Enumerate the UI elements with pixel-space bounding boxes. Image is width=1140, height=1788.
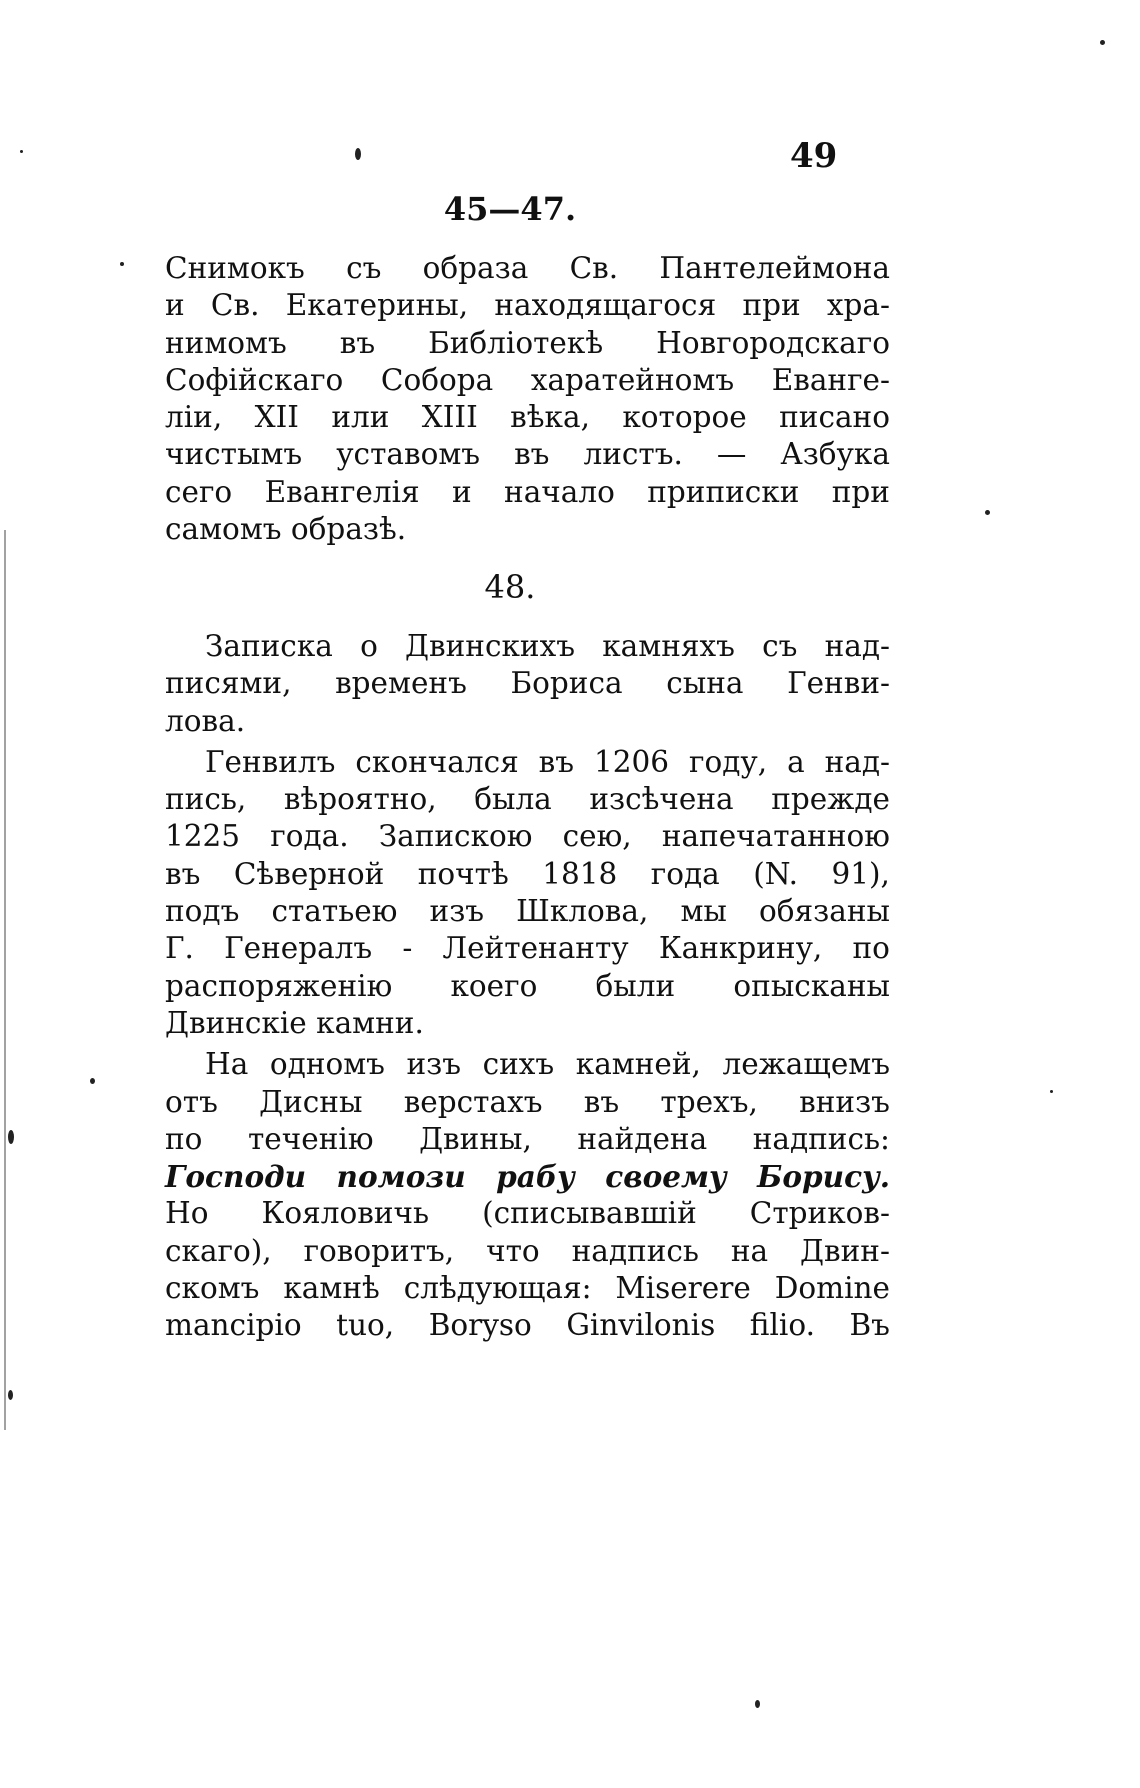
word: а	[787, 744, 805, 779]
word: Дисны	[259, 1084, 363, 1119]
word: Ginvilonis	[566, 1308, 716, 1343]
word: своему	[605, 1159, 727, 1195]
text-line	[165, 399, 890, 436]
text-line	[165, 287, 890, 324]
scan-edge-line	[4, 530, 6, 1430]
word: съ	[762, 629, 798, 663]
word: помози	[336, 1159, 466, 1195]
word: вѣроятно,	[283, 782, 437, 817]
text-line	[165, 781, 890, 818]
word: на	[730, 1233, 769, 1268]
word: чистымъ	[165, 437, 303, 472]
word: скончался	[355, 744, 519, 779]
word: статьею	[271, 894, 398, 929]
word: въ	[583, 1084, 620, 1119]
word: изъ	[406, 1047, 462, 1082]
text-line	[165, 1121, 890, 1158]
word: что	[486, 1233, 540, 1268]
word: нимомъ	[165, 325, 287, 360]
word: Новгородскаго	[656, 325, 890, 360]
scan-speck	[1050, 1090, 1053, 1093]
text-line: лова.	[165, 703, 246, 738]
word: и	[452, 474, 472, 509]
word: Запискою	[378, 819, 533, 854]
word: и	[165, 288, 185, 323]
word: Азбука	[780, 437, 890, 472]
word: сына	[666, 666, 744, 701]
word: Генви-	[787, 666, 890, 701]
text-line	[165, 250, 890, 287]
word: Еванге-	[771, 362, 890, 397]
word: изсѣчена	[589, 782, 734, 817]
word: въ	[339, 325, 376, 360]
text-line	[165, 628, 890, 665]
word: говоритъ,	[303, 1233, 455, 1268]
word: въ	[538, 744, 575, 779]
word: слѣдующая:	[403, 1271, 592, 1306]
word: уставомъ	[336, 437, 481, 472]
word: над-	[824, 629, 890, 663]
word: приписки	[647, 474, 800, 509]
word: теченію	[247, 1121, 374, 1156]
word: Канкрину,	[658, 931, 823, 966]
text-line	[165, 325, 890, 362]
scan-speck	[120, 262, 124, 266]
word: Шклова,	[516, 894, 649, 929]
word: скомъ	[165, 1271, 260, 1306]
word: 1206	[594, 744, 670, 779]
word: отъ	[165, 1084, 218, 1119]
page-number: 49	[790, 136, 838, 176]
word: Библіотекѣ	[428, 325, 604, 360]
word: надпись:	[752, 1121, 890, 1156]
word: Св.	[569, 251, 619, 285]
word: пись,	[165, 782, 247, 817]
scan-speck	[1100, 40, 1105, 45]
word: распоряженію	[165, 968, 393, 1003]
word: по	[165, 1121, 203, 1156]
word: 91),	[831, 856, 890, 891]
word: найдена	[577, 1121, 708, 1156]
word: Снимокъ	[165, 251, 305, 285]
word: Генералъ	[224, 931, 373, 966]
word: 1818	[542, 856, 618, 891]
word: Въ	[849, 1308, 890, 1343]
word: писями,	[165, 666, 292, 701]
text-line	[165, 665, 890, 702]
word: лежащемъ	[722, 1047, 890, 1082]
word: по	[852, 931, 890, 966]
word: Евангелія	[264, 474, 420, 509]
word: Собора	[380, 362, 494, 397]
word: (N.	[753, 856, 799, 891]
word: Стриков-	[749, 1196, 890, 1231]
word: напечатанною	[661, 819, 890, 854]
word: года.	[270, 819, 349, 854]
word: или	[331, 400, 390, 435]
text-line	[165, 1307, 890, 1344]
text-line	[165, 893, 890, 930]
word: Лейтенанту	[442, 931, 629, 966]
word: вѣка,	[510, 400, 590, 435]
word: внизъ	[799, 1084, 890, 1119]
word: Пантелеймона	[659, 251, 890, 285]
scan-speck	[20, 150, 23, 153]
word: Записка	[205, 629, 333, 663]
word: сею,	[562, 819, 632, 854]
word: одномъ	[269, 1047, 385, 1082]
word: Двины,	[419, 1121, 532, 1156]
word: filio.	[749, 1308, 815, 1343]
word: На	[205, 1047, 249, 1082]
word: -	[402, 931, 413, 966]
word: (списывавшій	[482, 1196, 697, 1231]
word: образа	[422, 251, 529, 285]
word: при	[742, 288, 801, 323]
word: опысканы	[733, 968, 890, 1003]
word: ліи,	[165, 400, 223, 435]
word: съ	[346, 251, 382, 285]
word: писано	[779, 400, 890, 435]
text-line	[165, 1084, 890, 1121]
scan-speck	[355, 148, 361, 160]
text-line	[165, 474, 890, 511]
word: обязаны	[759, 894, 890, 929]
word: камней,	[575, 1047, 701, 1082]
word: скаго),	[165, 1233, 272, 1268]
word: о	[360, 629, 378, 663]
word: XIII	[421, 400, 478, 435]
scan-speck	[90, 1078, 95, 1084]
word: Екатерины,	[285, 288, 469, 323]
scan-speck	[985, 510, 990, 515]
word: mancipio	[165, 1308, 302, 1343]
word: мы	[680, 894, 727, 929]
word: начало	[504, 474, 615, 509]
word: года	[650, 856, 720, 891]
word: Св.	[210, 288, 260, 323]
word: изъ	[429, 894, 485, 929]
text-line	[165, 930, 890, 967]
text-line	[165, 1270, 890, 1307]
word: въ	[165, 856, 201, 891]
word: Господи	[165, 1159, 307, 1195]
word: XII	[254, 400, 299, 435]
word: tuo,	[336, 1308, 395, 1343]
text-line: Двинскіе камни.	[165, 1005, 424, 1040]
section-heading-45-47: 45—47.	[443, 190, 577, 228]
text-line	[165, 968, 890, 1005]
word: которое	[622, 400, 747, 435]
word: Генвилъ	[205, 744, 336, 779]
word: Двинскихъ	[405, 629, 575, 663]
word: находящагося	[494, 288, 717, 323]
text-line	[165, 1158, 890, 1195]
word: Domine	[774, 1271, 890, 1306]
text-line	[165, 856, 890, 893]
word: —	[716, 437, 747, 472]
section-text-48	[165, 628, 890, 1345]
word: камнѣ	[283, 1271, 380, 1306]
word: временъ	[335, 666, 467, 701]
word: трехъ,	[660, 1084, 758, 1119]
word: 1225	[165, 819, 241, 854]
text-line	[165, 362, 890, 399]
text-line: самомъ образѣ.	[165, 512, 407, 547]
section-heading-48: 48.	[484, 568, 536, 606]
word: Miserere	[615, 1271, 751, 1306]
word: верстахъ	[403, 1084, 543, 1119]
word: Софійскаго	[165, 362, 344, 397]
word: рабу	[496, 1159, 575, 1195]
word: Борису.	[757, 1159, 890, 1195]
word: Сѣверной	[233, 856, 385, 891]
word: при	[831, 474, 890, 509]
text-line	[165, 744, 890, 781]
text-line	[165, 436, 890, 473]
word: Двин-	[800, 1233, 890, 1268]
word: прежде	[771, 782, 890, 817]
word: Кояловичь	[261, 1196, 430, 1231]
word: были	[595, 968, 676, 1003]
text-line	[165, 818, 890, 855]
word: была	[474, 782, 552, 817]
word: коего	[450, 968, 538, 1003]
word: Г.	[165, 931, 194, 966]
text-line	[165, 1233, 890, 1270]
word: листъ.	[583, 437, 683, 472]
word: надпись	[571, 1233, 699, 1268]
word: сихъ	[482, 1047, 555, 1082]
word: харатейномъ	[530, 362, 735, 397]
scan-speck	[755, 1700, 760, 1708]
word: хра-	[826, 288, 890, 323]
section-text-45-47	[165, 250, 890, 548]
word: Бориса	[510, 666, 623, 701]
word: почтѣ	[417, 856, 509, 891]
word: подъ	[165, 894, 240, 929]
scan-speck	[8, 1390, 13, 1400]
text-line	[165, 1195, 890, 1232]
word: камняхъ	[602, 629, 735, 663]
word: над-	[824, 744, 890, 779]
text-line	[165, 1046, 890, 1083]
scan-speck	[8, 1130, 14, 1144]
word: сего	[165, 474, 233, 509]
word: Но	[165, 1196, 209, 1231]
word: году,	[689, 744, 768, 779]
word: въ	[514, 437, 550, 472]
word: Boryso	[428, 1308, 532, 1343]
